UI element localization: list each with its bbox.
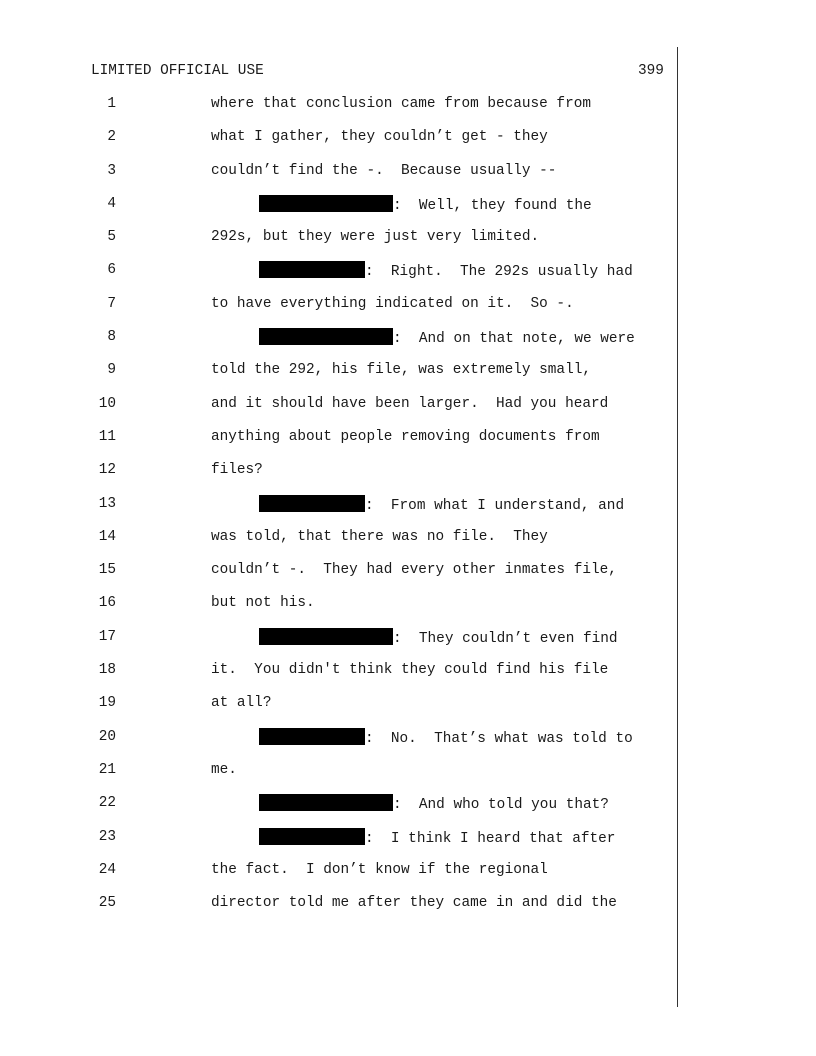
line-text: and it should have been larger. Had you heard [211, 395, 609, 412]
transcript-line [0, 892, 816, 925]
transcript-line [0, 126, 816, 159]
line-number: 17 [98, 628, 116, 645]
line-text: what I gather, they couldn’t get - they [211, 129, 548, 146]
speaker-line [259, 495, 624, 515]
classification-header: LIMITED OFFICIAL USE [91, 63, 264, 79]
line-number: 18 [98, 662, 116, 679]
line-text: director told me after they came in and did the [211, 895, 617, 912]
line-number: 19 [98, 695, 116, 712]
line-number: 22 [98, 795, 116, 812]
line-text: me. [211, 761, 237, 778]
speaker-redaction [259, 195, 393, 212]
transcript-line [0, 459, 816, 492]
line-number: 2 [107, 129, 116, 146]
speaker-line [259, 261, 633, 281]
transcript-line [0, 526, 816, 559]
transcript-line [0, 393, 816, 426]
line-text: but not his. [211, 595, 315, 612]
line-number: 5 [107, 229, 116, 246]
line-number: 23 [98, 828, 116, 845]
speaker-redaction [259, 328, 393, 345]
speaker-line [259, 794, 609, 814]
transcript-line [0, 160, 816, 193]
speaker-redaction [259, 495, 365, 512]
line-text: anything about people removing documents from [211, 428, 600, 445]
line-number: 12 [98, 462, 116, 479]
transcript-line [0, 193, 816, 226]
line-text: : And who told you that? [393, 797, 609, 814]
speaker-line [259, 828, 615, 848]
transcript-line [0, 692, 816, 725]
speaker-redaction [259, 628, 393, 645]
speaker-line [259, 328, 635, 348]
line-number: 11 [98, 428, 116, 445]
transcript-line [0, 759, 816, 792]
transcript-line [0, 359, 816, 392]
line-text: where that conclusion came from because from [211, 96, 591, 112]
line-number: 25 [98, 895, 116, 912]
line-number: 15 [98, 562, 116, 579]
transcript-line [0, 293, 816, 326]
transcript-line [0, 859, 816, 892]
line-text: : They couldn’t even find [393, 630, 618, 647]
transcript-line [0, 426, 816, 459]
line-number: 16 [98, 595, 116, 612]
transcript-line [0, 592, 816, 625]
line-text: couldn’t find the -. Because usually -- [211, 162, 557, 179]
transcript-line [0, 792, 816, 825]
transcript-lines [0, 93, 816, 925]
line-text: : Right. The 292s usually had [365, 264, 633, 281]
line-number: 24 [98, 861, 116, 878]
line-text: at all? [211, 695, 272, 712]
transcript-line [0, 826, 816, 859]
speaker-line [259, 628, 618, 648]
transcript-line [0, 259, 816, 292]
line-text: : From what I understand, and [365, 497, 625, 514]
line-text: : Well, they found the [393, 197, 592, 214]
line-number: 7 [107, 295, 116, 312]
line-text: was told, that there was no file. They [211, 528, 548, 545]
transcript-line [0, 659, 816, 692]
line-text: : I think I heard that after [365, 830, 616, 847]
speaker-line [259, 728, 633, 748]
line-text: told the 292, his file, was extremely small, [211, 362, 591, 379]
line-number: 3 [107, 162, 116, 179]
line-text: it. You didn't think they could find his file [211, 662, 609, 679]
line-number: 21 [98, 761, 116, 778]
speaker-redaction [259, 728, 365, 745]
transcript-line [0, 326, 816, 359]
speaker-line [259, 195, 592, 215]
line-text: files? [211, 462, 263, 479]
line-text: : And on that note, we were [393, 331, 635, 348]
transcript-line [0, 726, 816, 759]
line-text: 292s, but they were just very limited. [211, 229, 540, 246]
line-number: 14 [98, 528, 116, 545]
line-text: the fact. I don’t know if the regional [211, 861, 548, 878]
line-number: 20 [98, 728, 116, 745]
page-number: 399 [638, 63, 664, 79]
line-number: 4 [107, 195, 116, 212]
transcript-line [0, 626, 816, 659]
transcript-line [0, 93, 816, 126]
line-text: to have everything indicated on it. So -. [211, 295, 574, 312]
transcript-line [0, 493, 816, 526]
speaker-redaction [259, 794, 393, 811]
speaker-redaction [259, 828, 365, 845]
speaker-redaction [259, 261, 365, 278]
transcript-line [0, 226, 816, 259]
transcript-line [0, 559, 816, 592]
line-number: 13 [98, 495, 116, 512]
line-number: 8 [107, 329, 116, 346]
line-number: 10 [98, 395, 116, 412]
line-number: 1 [107, 96, 116, 112]
line-number: 9 [107, 362, 116, 379]
line-number: 6 [107, 262, 116, 279]
line-text: couldn’t -. They had every other inmates file, [211, 562, 617, 579]
line-text: : No. That’s what was told to [365, 730, 633, 747]
